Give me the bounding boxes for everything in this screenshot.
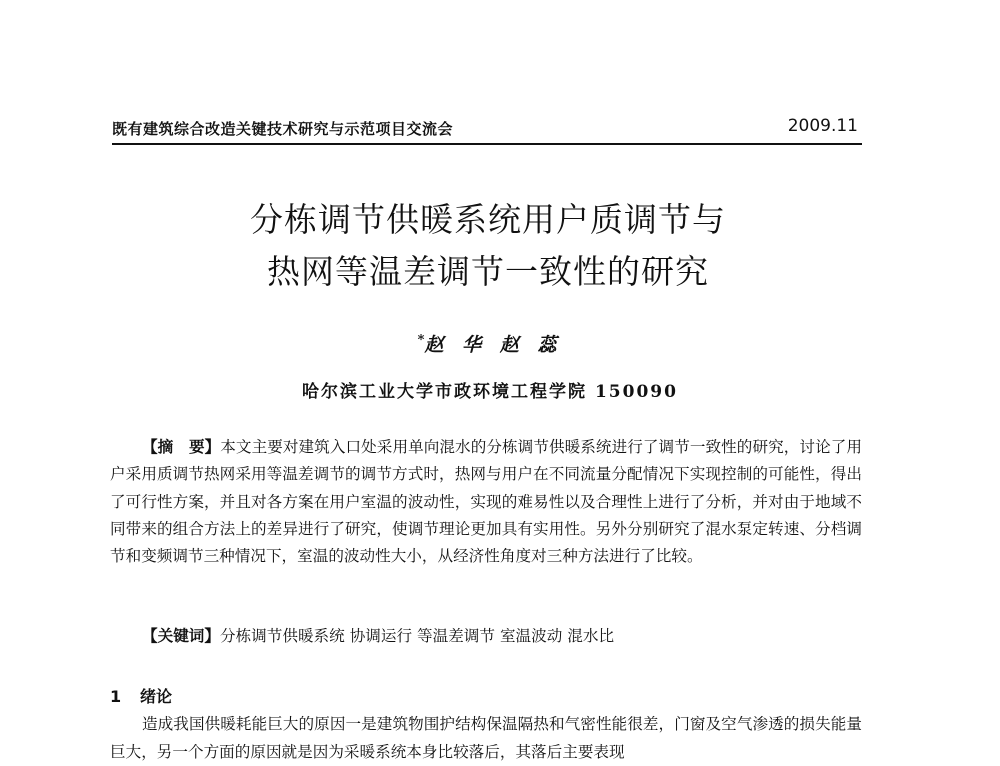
author-names: 赵 华 赵 蕊 (424, 334, 563, 356)
section-body-text: 造成我国供暖耗能巨大的原因一是建筑物围护结构保温隔热和气密性能很差，门窗及空气渗透的损失能量巨大，另一个方面的原因就是因为采暖系统本身比较落后，其落后主要表现 (110, 715, 862, 761)
section-heading (110, 684, 172, 707)
author-list (0, 330, 990, 357)
section-number: 1 (110, 687, 122, 706)
corresponding-author-marker: * (417, 332, 425, 348)
conference-series-title: 既有建筑综合改造关键技术研究与示范项目交流会 (112, 120, 454, 138)
issue-date: 2009.11 (787, 116, 858, 136)
author-affiliation: 哈尔滨工业大学市政环境工程学院 150090 (302, 382, 678, 402)
keywords-text: 分栋调节供暖系统 协调运行 等温差调节 室温波动 混水比 (219, 627, 615, 645)
section-title: 绪论 (140, 687, 173, 706)
header-rule (112, 143, 862, 145)
paper-title-line-2: 热网等温差调节一致性的研究 (267, 252, 709, 291)
running-header (112, 118, 860, 144)
abstract-label: 【摘 要】 (142, 437, 221, 456)
abstract (110, 433, 862, 570)
abstract-text: 本文主要对建筑入口处采用单向混水的分栋调节供暖系统进行了调节一致性的研究，讨论了用户采用质调节热网采用等温差调节的调节方式时，热网与用户在不同流量分配情况下实现控制的可能性，得出了可行性方案，并且对各方案在用户室温的波动性，实现的难易性以及合理性上进行了分析，并对由于地域不同带来的组合方法上的差异进行了研究，使调节理论更加具有实用性。另外分别研究了混水泵定转速、分档调节和变频调节三种情况下，室温的波动性大小，从经济性角度对三种方法进行了比较。 (110, 438, 862, 566)
paper-title-line-1: 分栋调节供暖系统用户质调节与 (250, 200, 726, 239)
keywords (110, 624, 862, 648)
keywords-label: 【关键词】 (142, 626, 220, 645)
